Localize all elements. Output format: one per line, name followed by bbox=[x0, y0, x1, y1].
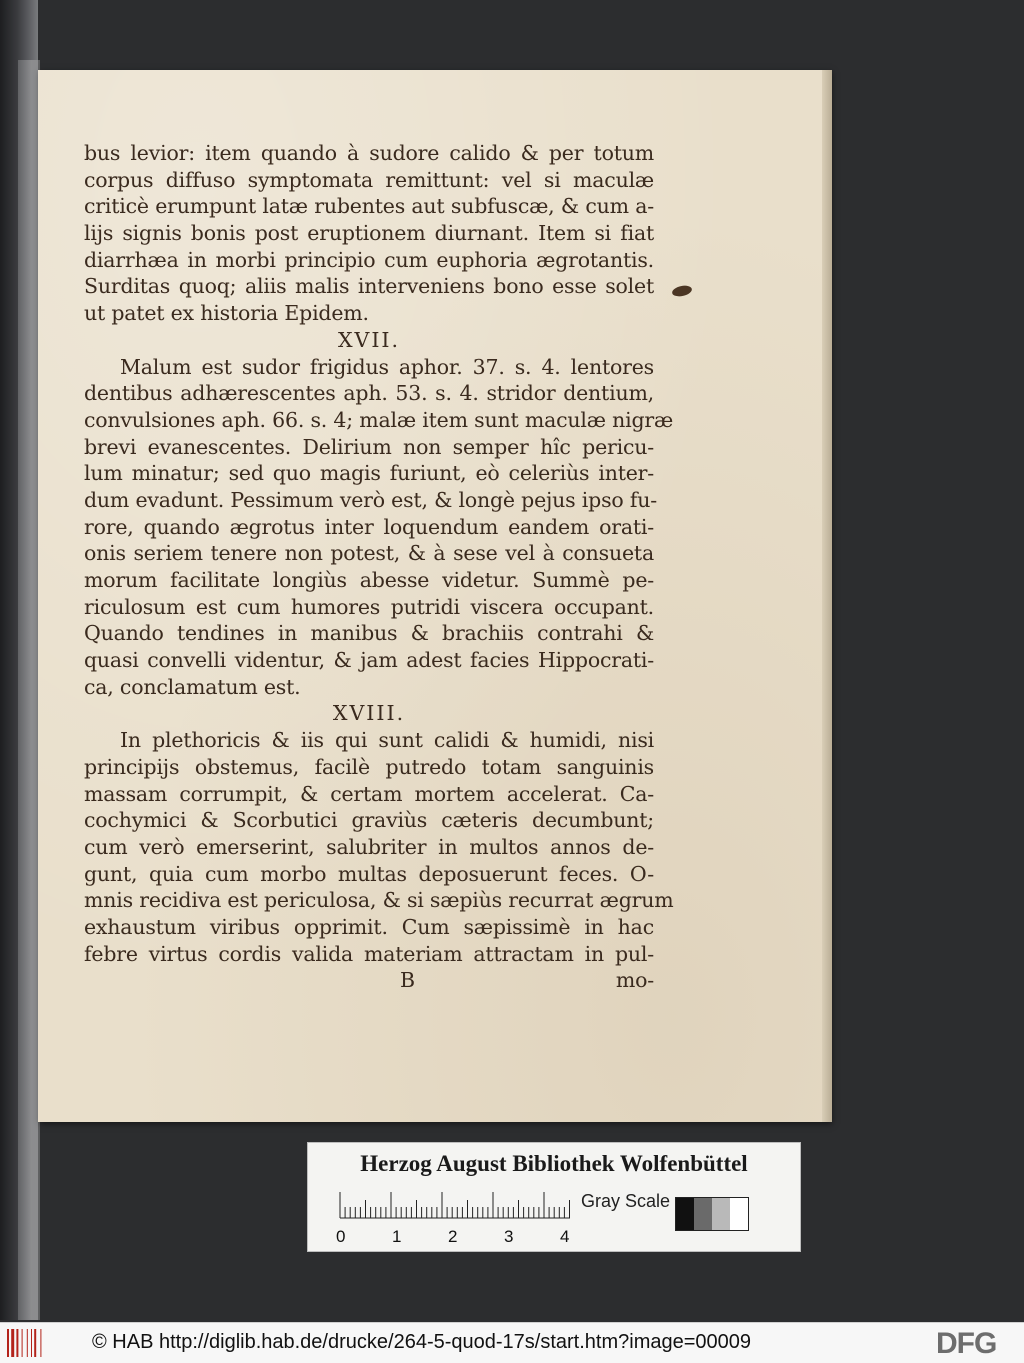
library-name: Herzog August Bibliothek Wolfenbüttel bbox=[360, 1151, 748, 1176]
text-line: mnis recidiva est periculosa, & si sæpiùs recurrat ægrum bbox=[84, 888, 674, 913]
text-line: In plethoricis & iis qui sunt calidi & humidi, nisi bbox=[120, 728, 654, 753]
section-heading: XVII. bbox=[337, 327, 401, 352]
ruler-number: 1 bbox=[392, 1227, 402, 1246]
catchword: mo- bbox=[615, 968, 654, 993]
ruler-numbers bbox=[330, 1227, 590, 1247]
text-line: principijs obstemus, facilè putredo totam sanguinis bbox=[84, 754, 654, 779]
gray-swatch-cell bbox=[694, 1198, 712, 1230]
text-line: cochymici & Scorbutici graviùs cæteris decumbunt; bbox=[84, 808, 654, 833]
text-line: cum verò emerserint, salubriter in multos annos de- bbox=[84, 834, 654, 859]
page-text bbox=[84, 140, 674, 994]
text-line: morum facilitate longiùs abesse videtur. Summè pe- bbox=[84, 568, 654, 592]
text-line: febre virtus cordis valida materiam attractam in pul- bbox=[84, 941, 654, 966]
text-line: Quando tendines in manibus & brachiis contrahi & bbox=[84, 621, 654, 646]
text-line: lijs signis bonis post eruptionem diurnant. Item si fiat bbox=[84, 221, 654, 246]
text-line: ca, conclamatum est. bbox=[84, 674, 301, 699]
catchword-line bbox=[84, 967, 654, 994]
gray-swatch-cell bbox=[676, 1198, 694, 1230]
ruler-number: 0 bbox=[336, 1227, 346, 1246]
text-line: bus levior: item quando à sudore calido & per totum bbox=[84, 141, 654, 165]
text-line: Surditas quoq; aliis malis interveniens bono esse solet bbox=[84, 274, 654, 299]
text-line: criticè erumpunt latæ rubentes aut subfuscæ, & cum a- bbox=[84, 194, 654, 219]
text-line: onis seriem tenere non potest, & à sese vel à consueta bbox=[84, 541, 654, 566]
gray-swatch-cell bbox=[712, 1198, 730, 1230]
text-line: gunt, quia cum morbo multas deposuerunt feces. O- bbox=[84, 861, 654, 886]
gray-scale-swatch bbox=[675, 1197, 749, 1231]
footer-bar bbox=[0, 1322, 1024, 1363]
text-line: exhaustum viribus opprimit. Cum sæpissimè in hac bbox=[84, 914, 654, 939]
ruler-number: 2 bbox=[448, 1227, 458, 1246]
text-line: lum minatur; sed quo magis furiunt, eò celeriùs inter- bbox=[84, 461, 654, 486]
binding-highlight bbox=[18, 60, 40, 1320]
text-line: ut patet ex historia Epidem. bbox=[84, 301, 369, 326]
section-heading: XVIII. bbox=[332, 701, 406, 726]
dfg-logo: DFG bbox=[936, 1327, 997, 1360]
text-line: diarrhæa in morbi principio cum euphoria ægrotantis. bbox=[84, 247, 654, 272]
copyright-url[interactable]: © HAB http://diglib.hab.de/drucke/264-5-quod-17s/start.htm?image=00009 bbox=[92, 1331, 752, 1353]
text-line: massam corrumpit, & certam mortem accelerat. Ca- bbox=[84, 781, 654, 806]
text-line: brevi evanescentes. Delirium non semper hîc pericu- bbox=[84, 434, 654, 459]
text-line: riculosum est cum humores putridi viscera occupant. bbox=[84, 594, 654, 619]
page-edge bbox=[822, 70, 832, 1122]
ruler-scale bbox=[338, 1191, 578, 1219]
barcode-icon bbox=[6, 1327, 46, 1359]
signature-mark: B bbox=[400, 968, 415, 993]
text-line: Malum est sudor frigidus aphor. 37. s. 4. lentores bbox=[120, 354, 654, 379]
text-line: corpus diffuso symptomata remittunt: vel si maculæ bbox=[84, 167, 654, 192]
text-line: dum evadunt. Pessimum verò est, & longè pejus ipso fu- bbox=[84, 487, 657, 512]
gray-scale-label: Gray Scale bbox=[581, 1191, 671, 1211]
ruler-number: 4 bbox=[560, 1227, 570, 1246]
text-line: convulsiones aph. 66. s. 4; malæ item sunt maculæ nigræ bbox=[84, 407, 674, 432]
ruler-number: 3 bbox=[504, 1227, 514, 1246]
text-line: rore, quando ægrotus inter loquendum eandem orati- bbox=[84, 514, 654, 539]
text-line: quasi convelli videntur, & jam adest facies Hippocrati- bbox=[84, 648, 654, 673]
gray-swatch-cell bbox=[730, 1198, 748, 1230]
text-line: dentibus adhærescentes aph. 53. s. 4. stridor dentium, bbox=[84, 381, 654, 406]
library-label bbox=[307, 1142, 801, 1252]
